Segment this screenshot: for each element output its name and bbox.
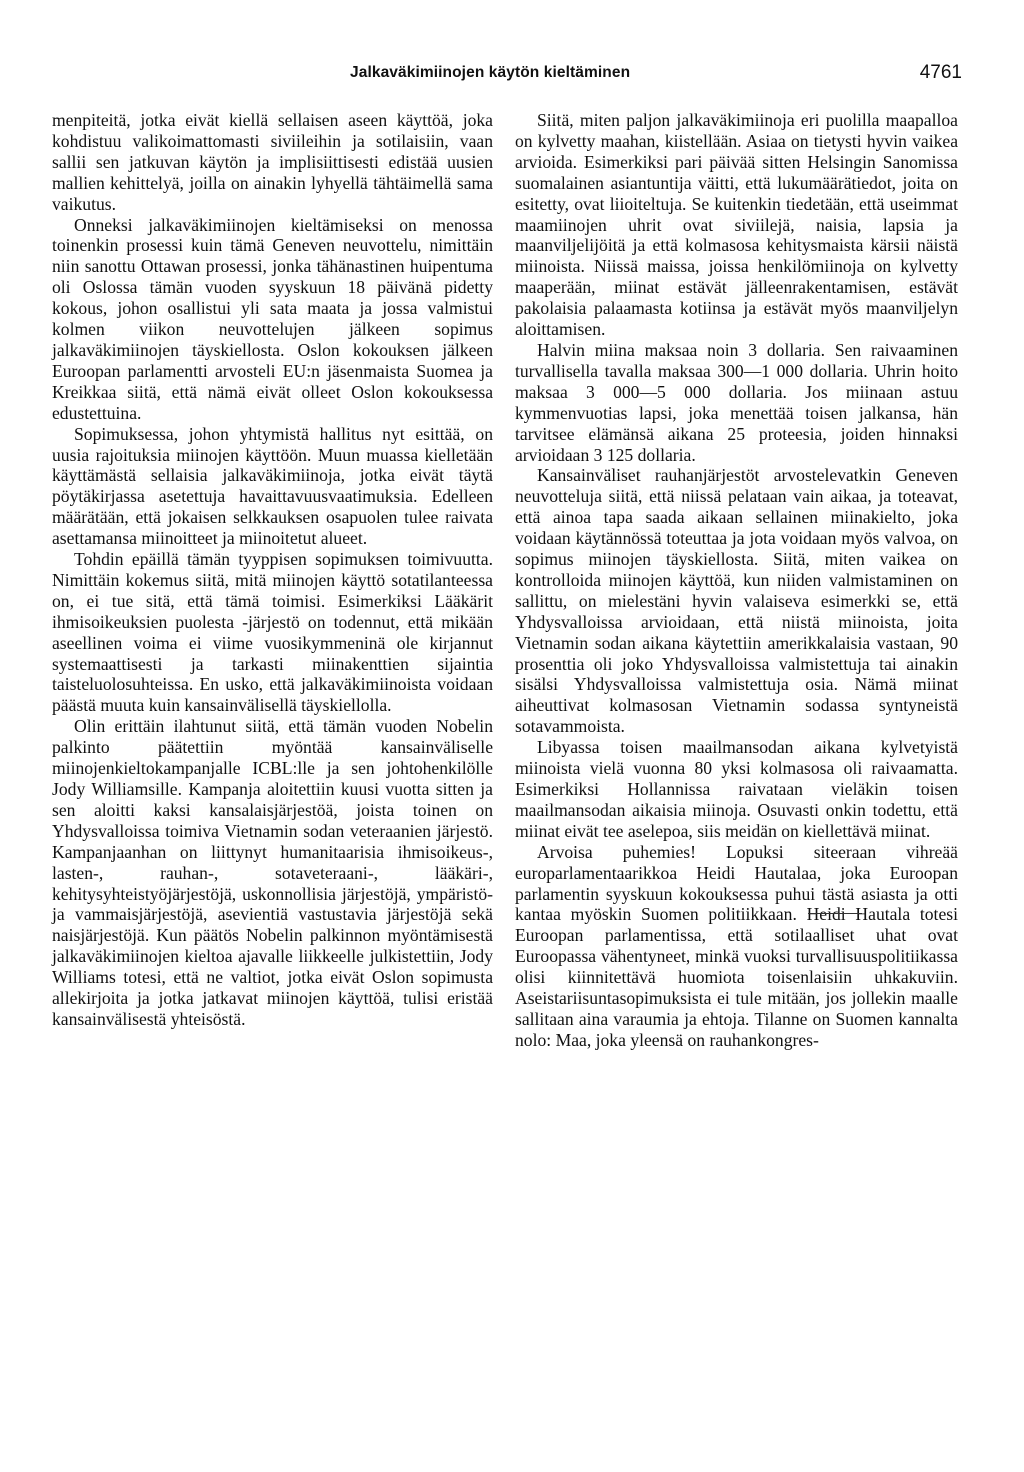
left-column: [52, 110, 493, 1030]
paragraph: Arvoisa puhemies! Lopuksi siteeraan vihreää europarlamentaarikkoa Heidi Hautalaa, joka Euroopan parlamentin syyskuun kokouksessa puhui tästä asiasta ja otti kantaa myöskin Suomen politiikkaan. Heidi Hautala totesi Euroopan parlamentissa, että sotilaalliset uhat ovat Euroopassa vähentyneet, minkä vuoksi turvallisuuspolitiikassa olisi kiinnitettävä huomiota toisenlaisiin uhkakuviin. Aseistariisuntasopimuksista ei tule mitään, jos jollekin maalle sallitaan aina varaumia ja ehtoja. Tilanne on Suomen kannalta nolo: Maa, joka yleensä on rauhankongres-: [515, 841, 958, 1050]
right-column: [515, 110, 958, 1051]
paragraph: menpiteitä, jotka eivät kiellä sellaisen aseen käyttöä, joka kohdistuu valikoimattomasti siviileihin ja sotilaisiin, vaan sallii sen jatkuvan käytön ja implisiittisesti edistää uusien mallien kehittelyä, joilla on ainakin lyhyellä tähtäimellä sama vaikutus.: [52, 110, 493, 214]
paragraph: Halvin miina maksaa noin 3 dollaria. Sen raivaaminen turvallisella tavalla maksaa 300—1 000 dollaria. Uhrin hoito maksaa 3 000—5 000 dollaria. Jos miinaan astuu kymmenvuotias lapsi, joka menettää toisen jalkansa, hän tarvitsee elämänsä aikana 25 proteesia, joiden hinnaksi arvioidaan 3 125 dollaria.: [515, 339, 958, 465]
page-number: 4761: [919, 62, 962, 83]
paragraph: Siitä, miten paljon jalkaväkimiinoja eri puolilla maapalloa on kylvetty maahan, kiistellään. Asiaa on tietysti hyvin vaikea arvioida. Esimerkiksi pari päivää sitten Helsingin Sanomissa suomalainen asiantuntija väitti, että lukumäärätiedot, joita on esitetty, ovat liioiteltuja. Se kuitenkin tiedetään, että useimmat maamiinojen uhrit ovat siviilejä, naisia, lapsia ja maanviljelijöitä ja että kolmasosa kehitysmaista kärsii näistä miinoista. Niissä maissa, joissa henkilömiinoja on kylvetty maaperään, miinat estävät jälleenrakentamisen, estävät pakolaisia palaamasta kotiinsa ja estävät myös maanviljelyn aloittamisen.: [515, 110, 958, 340]
paragraph: Kansainväliset rauhanjärjestöt arvostelevatkin Geneven neuvotteluja siitä, että niissä pelataan vain aikaa, ja toteavat, että ainoa tapa saada aikaan sellainen miinakielto, joka voidaan käytännössä toteuttaa ja jota voidaan myös valvoa, on sopimus miinojen täyskiellosta. Siitä, miten vaikea on kontrolloida miinojen käyttöä, kun niiden valmistaminen on sallittu, on mielestäni hyvin valaiseva esimerkki se, että Yhdysvalloissa arvioidaan, että niistä miinoista, joita Vietnamin sodan aikana käytettiin amerikkalaisia vastaan, 90 prosenttia oli joko Yhdysvalloissa valmistettuja tai ainakin sisälsi Yhdysvalloissa valmistettuja osia. Nämä miinat aiheuttivat kolmasosan Vietnamin sodassa syntyneistä sotavammoista.: [515, 465, 958, 737]
paragraph: Sopimuksessa, johon yhtymistä hallitus nyt esittää, on uusia rajoituksia miinojen käyttöön. Muun muassa kielletään käyttämästä sellaisia jalkaväkimiinoja, jotka eivät täytä pöytäkirjassa asetettuja havaittavuusvaatimuksia. Edelleen määrätään, että jokaisen selkkauksen osapuolen tulee raivata asettamansa miinoitteet ja miinoitetut alueet.: [52, 423, 493, 549]
paragraph: Libyassa toisen maailmansodan aikana kylvetyistä miinoista vielä vuonna 80 yksi kolmasosa oli raivaamatta. Esimerkiksi Hollannissa raivataan vieläkin toisen maailmansodan aikaisia miinoja. Osuvasti onkin todettu, että miinat eivät tee aselepoa, siis meidän on kiellettävä miinat.: [515, 737, 958, 841]
paragraph: Olin erittäin ilahtunut siitä, että tämän vuoden Nobelin palkinto päätettiin myöntää kansainväliselle miinojenkieltokampanjalle ICBL:lle ja sen johtohenkilölle Jody Williamsille. Kampanja aloitettiin kuusi vuotta sitten ja sen aloitti kaksi kansalaisjärjestöä, joista toinen on Yhdysvalloissa toimiva Vietnamin sodan veteraanien järjestö. Kampanjaanhan on liittynyt humanitaarisia ihmisoikeus-, lasten-, rauhan-, sotaveteraani-, lääkäri-, kehitysyhteistyöjärjestöjä, uskonnollisia järjestöjä, ympäristö- ja vammaisjärjestöjä, asevientiä vastustavia järjestöjä sekä naisjärjestöjä. Kun päätös Nobelin palkinnon myöntämisestä jalkaväkimiinojen kieltoa ajavalle liikkeelle julkistettiin, Jody Williams totesi, että ne valtiot, jotka eivät Oslon sopimusta allekirjoita ja jotka jatkavat miinojen käyttöä, tulisi eristää kansainvälisestä yhteisöstä.: [52, 716, 493, 1029]
paragraph: Onneksi jalkaväkimiinojen kieltämiseksi on menossa toinenkin prosessi kuin tämä Geneven neuvottelu, nimittäin niin sanottu Ottawan prosessi, jonka tähänastinen huipentuma oli Oslossa tämän vuoden syyskuun 18 päivänä pidetty kokous, johon osallistui yli sata maata ja jossa valmistui kolmen viikon neuvottelujen jälkeen sopimus jalkaväkimiinojen täyskiellosta. Oslon kokouksen jälkeen Euroopan parlamentti arvosteli EU:n jäsenmaista Suomea ja Kreikkaa siitä, että nämä eivät olleet Oslon kokouksessa edustettuina.: [52, 214, 493, 423]
section-rule: [808, 913, 862, 914]
running-title: Jalkaväkimiinojen käytön kieltäminen: [350, 64, 631, 81]
paragraph: Tohdin epäillä tämän tyyppisen sopimuksen toimivuutta. Nimittäin kokemus siitä, mitä miinojen käyttö sotatilanteessa on, ei tue sitä, että tämä toimisi. Esimerkiksi Lääkärit ihmisoikeuksien puolesta -järjestö on todennut, että mikään aseellinen voima ei viime vuosikymmeninä ole kirjannut systemaattisesti ja tarkasti miinakenttien sijaintia taisteluolosuhteissa. En usko, että jalkaväkimiinoista voidaan päästä muuta kuin kansainvälisellä täyskiellolla.: [52, 549, 493, 716]
page-header: [0, 64, 1024, 88]
